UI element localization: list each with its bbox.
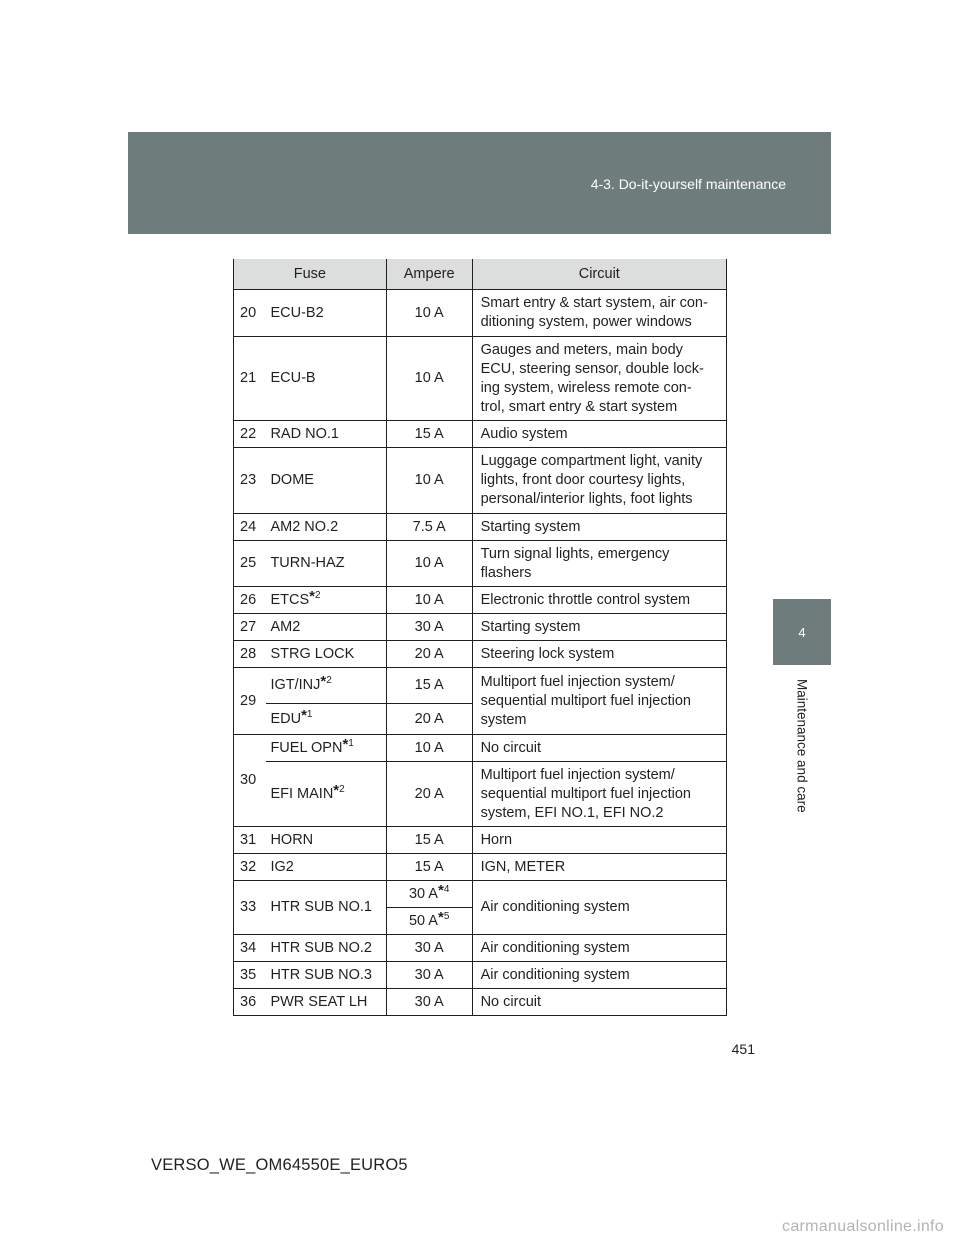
table-row xyxy=(234,935,727,962)
fuse-ampere: 10 A xyxy=(386,290,472,337)
table-row xyxy=(234,641,727,668)
fuse-ampere: 20 A xyxy=(386,762,472,827)
chapter-label xyxy=(773,676,831,816)
fuse-number: 32 xyxy=(234,854,267,881)
table-row xyxy=(234,668,727,704)
table-row xyxy=(234,881,727,908)
fuse-ampere: 10 A xyxy=(386,448,472,514)
table-row xyxy=(234,989,727,1016)
fuse-number: 36 xyxy=(234,989,267,1016)
table-row xyxy=(234,827,727,854)
fuse-circuit: No circuit xyxy=(472,735,726,762)
table-body-29 xyxy=(234,668,727,735)
fuse-circuit: Multiport fuel injection system/ sequential multiport fuel injection system, EFI NO.1, EFI NO.2 xyxy=(472,762,726,827)
fuse-name: IGT/INJ$^{*2}$ xyxy=(266,668,386,704)
fuse-ampere: 7.5 A xyxy=(386,514,472,541)
fuse-number: 34 xyxy=(234,935,267,962)
table-row xyxy=(234,514,727,541)
fuse-name: HORN xyxy=(266,827,386,854)
fuse-name: DOME xyxy=(266,448,386,514)
fuse-ampere: 15 A xyxy=(386,854,472,881)
fuse-ampere: 10 A xyxy=(386,337,472,421)
fuse-ampere: 30 A xyxy=(386,989,472,1016)
fuse-name: PWR SEAT LH xyxy=(266,989,386,1016)
fuse-name: ECU-B xyxy=(266,337,386,421)
fuse-circuit: Audio system xyxy=(472,421,726,448)
header-ampere: Ampere xyxy=(386,259,472,290)
fuse-number: 20 xyxy=(234,290,267,337)
fuse-circuit: No circuit xyxy=(472,989,726,1016)
fuse-ampere: 30 A xyxy=(386,614,472,641)
fuse-circuit: Starting system xyxy=(472,514,726,541)
table-header-row xyxy=(234,259,727,290)
fuse-circuit: Air conditioning system xyxy=(472,881,726,935)
fuse-circuit: Steering lock system xyxy=(472,641,726,668)
fuse-circuit: Air conditioning system xyxy=(472,962,726,989)
fuse-ampere: 10 A xyxy=(386,541,472,587)
fuse-name: TURN-HAZ xyxy=(266,541,386,587)
table-body-a xyxy=(234,290,727,668)
fuse-name: RAD NO.1 xyxy=(266,421,386,448)
header-band xyxy=(128,132,831,234)
fuse-circuit: Air conditioning system xyxy=(472,935,726,962)
fuse-name: AM2 NO.2 xyxy=(266,514,386,541)
fuse-name: HTR SUB NO.3 xyxy=(266,962,386,989)
header-fuse: Fuse xyxy=(234,259,387,290)
header-circuit: Circuit xyxy=(472,259,726,290)
section-title: 4-3. Do-it-yourself maintenance xyxy=(590,176,786,192)
page-number: 451 xyxy=(731,1041,755,1057)
fuse-name: IG2 xyxy=(266,854,386,881)
fuse-number: 30 xyxy=(234,735,267,827)
fuse-ampere: 15 A xyxy=(386,827,472,854)
table-row xyxy=(234,762,727,827)
table-row xyxy=(234,541,727,587)
fuse-circuit: IGN, METER xyxy=(472,854,726,881)
fuse-name: EFI MAIN$^{*2}$ xyxy=(266,762,386,827)
fuse-circuit: Horn xyxy=(472,827,726,854)
fuse-circuit: Starting system xyxy=(472,614,726,641)
fuse-name: ECU-B2 xyxy=(266,290,386,337)
fuse-ampere: 15 A xyxy=(386,421,472,448)
fuse-number: 33 xyxy=(234,881,267,935)
table-body-b xyxy=(234,827,727,881)
fuse-circuit: Turn signal lights, emergency flashers xyxy=(472,541,726,587)
fuse-name: HTR SUB NO.2 xyxy=(266,935,386,962)
fuse-name: AM2 xyxy=(266,614,386,641)
table-row xyxy=(234,448,727,514)
fuse-circuit: Electronic throttle control system xyxy=(472,587,726,614)
fuse-number: 27 xyxy=(234,614,267,641)
chapter-label-text: Maintenance and care xyxy=(794,679,810,813)
fuse-ampere: 10 A xyxy=(386,587,472,614)
table-row xyxy=(234,421,727,448)
fuse-circuit: Multiport fuel injection system/ sequential multiport fuel injection system xyxy=(472,668,726,735)
fuse-ampere: 30 $A^{*4}$ xyxy=(386,881,472,908)
table-row xyxy=(234,587,727,614)
table-row xyxy=(234,614,727,641)
fuse-number: 23 xyxy=(234,448,267,514)
fuse-name: ETCS$^{*2}$ xyxy=(266,587,386,614)
fuse-ampere: 50 $A^{*5}$ xyxy=(386,908,472,935)
fuse-ampere: 20 A xyxy=(386,704,472,735)
table-row xyxy=(234,962,727,989)
fuse-table xyxy=(233,259,727,1016)
fuse-ampere: 30 A xyxy=(386,962,472,989)
document-code: VERSO_WE_OM64550E_EURO5 xyxy=(151,1156,408,1174)
fuse-number: 31 xyxy=(234,827,267,854)
fuse-ampere: 15 A xyxy=(386,668,472,704)
fuse-number: 28 xyxy=(234,641,267,668)
fuse-number: 22 xyxy=(234,421,267,448)
fuse-name: EDU$^{*1}$ xyxy=(266,704,386,735)
table-body-33 xyxy=(234,881,727,935)
fuse-circuit: Gauges and meters, main body ECU, steering sensor, double lock- ing system, wireless remote con- trol, smart entry & start system xyxy=(472,337,726,421)
table-body-30 xyxy=(234,735,727,827)
watermark: carmanualsonline.info xyxy=(782,1218,944,1235)
table-row xyxy=(234,854,727,881)
table-row xyxy=(234,735,727,762)
chapter-tab xyxy=(773,599,831,665)
fuse-circuit: Smart entry & start system, air con- ditioning system, power windows xyxy=(472,290,726,337)
fuse-number: 21 xyxy=(234,337,267,421)
fuse-name: HTR SUB NO.1 xyxy=(266,881,386,935)
fuse-number: 35 xyxy=(234,962,267,989)
table-row xyxy=(234,337,727,421)
fuse-number: 24 xyxy=(234,514,267,541)
table-row xyxy=(234,290,727,337)
chapter-number: 4 xyxy=(798,625,806,640)
table-body-c xyxy=(234,935,727,1016)
fuse-number: 29 xyxy=(234,668,267,735)
fuse-circuit: Luggage compartment light, vanity lights, front door courtesy lights, personal/interior lights, foot lights xyxy=(472,448,726,514)
fuse-number: 26 xyxy=(234,587,267,614)
fuse-ampere: 20 A xyxy=(386,641,472,668)
fuse-ampere: 10 A xyxy=(386,735,472,762)
fuse-ampere: 30 A xyxy=(386,935,472,962)
fuse-name: FUEL OPN$^{*1}$ xyxy=(266,735,386,762)
fuse-name: STRG LOCK xyxy=(266,641,386,668)
fuse-number: 25 xyxy=(234,541,267,587)
